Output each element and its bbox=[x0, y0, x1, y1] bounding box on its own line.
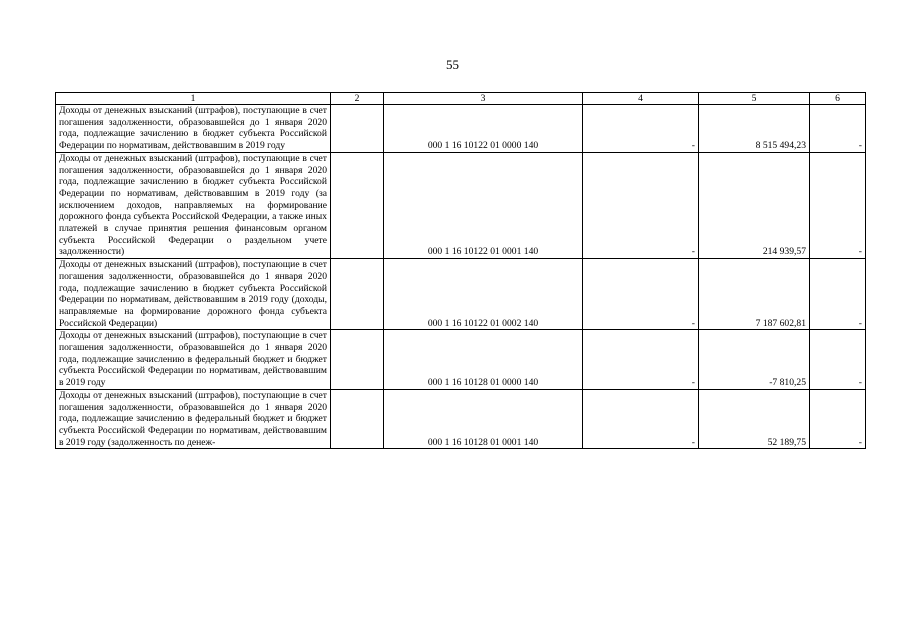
revenue-name-cell: Доходы от денежных взысканий (штрафов), поступающие в счет погашения задолженности, образовавшейся до 1 января 2020 года, подлежащие зачислению в бюджет субъекта Российской Федерации по нормативам, действовавшим в 2019 году (доходы, направляемые на формирование дорожного фонда субъекта Российской Федерации) bbox=[56, 259, 331, 330]
table-row bbox=[56, 152, 866, 258]
column-4-cell: - bbox=[583, 152, 699, 258]
table-row bbox=[56, 105, 866, 153]
column-header-2: 2 bbox=[331, 93, 384, 105]
column-2-cell bbox=[331, 389, 384, 449]
column-2-cell bbox=[331, 259, 384, 330]
amount-cell: 214 939,57 bbox=[699, 152, 810, 258]
column-4-cell: - bbox=[583, 330, 699, 390]
column-6-cell: - bbox=[810, 105, 866, 153]
budget-code-cell: 000 1 16 10128 01 0001 140 bbox=[384, 389, 583, 449]
table-row bbox=[56, 259, 866, 330]
table-row bbox=[56, 389, 866, 449]
column-4-cell: - bbox=[583, 389, 699, 449]
column-4-cell: - bbox=[583, 259, 699, 330]
column-2-cell bbox=[331, 105, 384, 153]
table-header-row bbox=[56, 93, 866, 105]
budget-code-cell: 000 1 16 10122 01 0002 140 bbox=[384, 259, 583, 330]
column-header-3: 3 bbox=[384, 93, 583, 105]
budget-code-cell: 000 1 16 10128 01 0000 140 bbox=[384, 330, 583, 390]
budget-code-cell: 000 1 16 10122 01 0001 140 bbox=[384, 152, 583, 258]
column-2-cell bbox=[331, 330, 384, 390]
column-header-4: 4 bbox=[583, 93, 699, 105]
amount-cell: 8 515 494,23 bbox=[699, 105, 810, 153]
revenue-table bbox=[55, 92, 866, 449]
revenue-name-cell: Доходы от денежных взысканий (штрафов), поступающие в счет погашения задолженности, образовавшейся до 1 января 2020 года, подлежащие зачислению в федеральный бюджет и бюджет субъекта Российской Федерации по нормативам, действовавшим в 2019 году bbox=[56, 330, 331, 390]
budget-code-cell: 000 1 16 10122 01 0000 140 bbox=[384, 105, 583, 153]
table-row bbox=[56, 330, 866, 390]
revenue-name-cell: Доходы от денежных взысканий (штрафов), поступающие в счет погашения задолженности, образовавшейся до 1 января 2020 года, подлежащие зачислению в федеральный бюджет и бюджет субъекта Российской Федерации по нормативам, действовавшим в 2019 году (задолженность по денеж- bbox=[56, 389, 331, 449]
column-6-cell: - bbox=[810, 330, 866, 390]
column-header-6: 6 bbox=[810, 93, 866, 105]
column-6-cell: - bbox=[810, 152, 866, 258]
amount-cell: -7 810,25 bbox=[699, 330, 810, 390]
amount-cell: 7 187 602,81 bbox=[699, 259, 810, 330]
column-header-1: 1 bbox=[56, 93, 331, 105]
column-6-cell: - bbox=[810, 389, 866, 449]
page-number: 55 bbox=[446, 57, 459, 72]
revenue-name-cell: Доходы от денежных взысканий (штрафов), поступающие в счет погашения задолженности, образовавшейся до 1 января 2020 года, подлежащие зачислению в бюджет субъекта Российской Федерации по нормативам, действовавшим в 2019 году (за исключением доходов, направляемых на формирование дорожного фонда субъекта Российской Федерации, а также иных платежей в случае принятия решения финансовым органом субъекта Российской Федерации о раздельном учете задолженности) bbox=[56, 152, 331, 258]
amount-cell: 52 189,75 bbox=[699, 389, 810, 449]
column-6-cell: - bbox=[810, 259, 866, 330]
column-2-cell bbox=[331, 152, 384, 258]
revenue-name-cell: Доходы от денежных взысканий (штрафов), поступающие в счет погашения задолженности, образовавшейся до 1 января 2020 года, подлежащие зачислению в бюджет субъекта Российской Федерации по нормативам, действовавшим в 2019 году bbox=[56, 105, 331, 153]
column-header-5: 5 bbox=[699, 93, 810, 105]
column-4-cell: - bbox=[583, 105, 699, 153]
